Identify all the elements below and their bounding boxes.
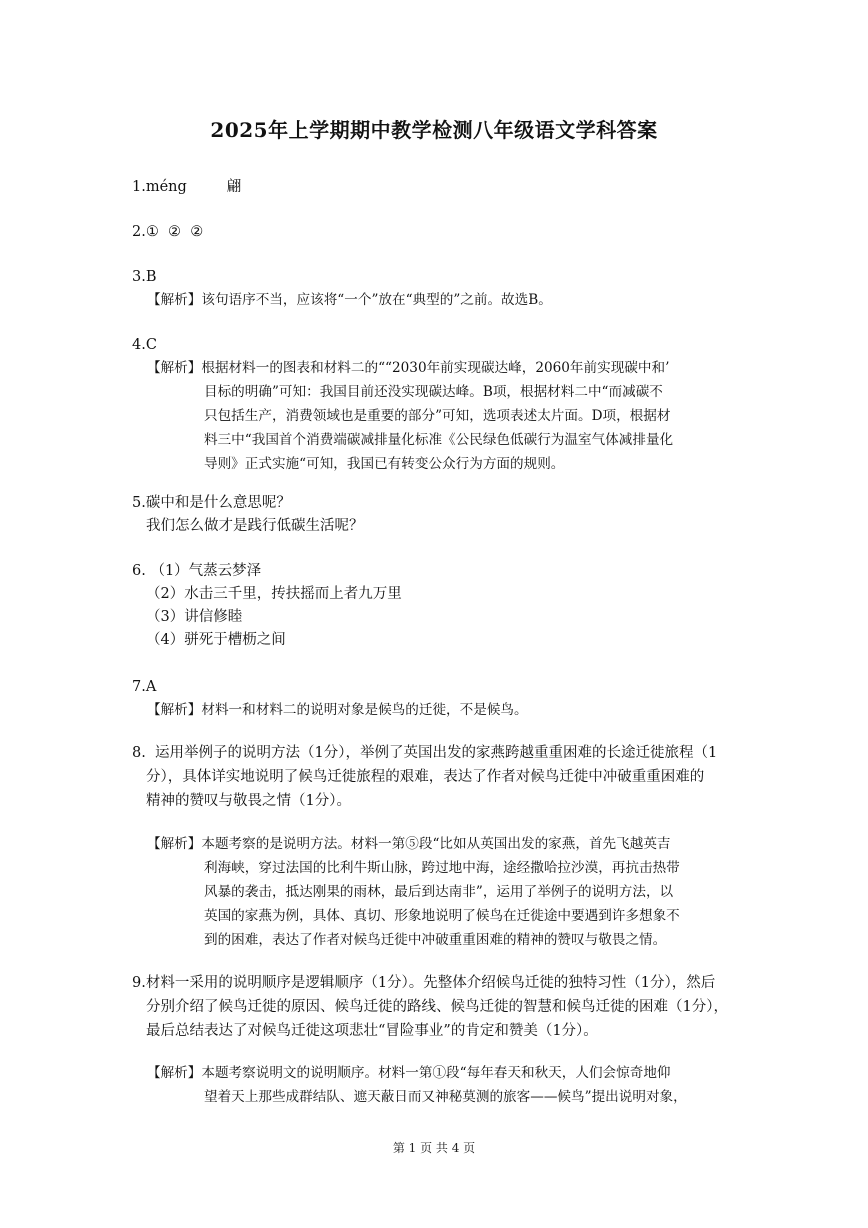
question-7 <box>132 676 744 699</box>
analysis-line: 只包括生产，消费领域也是重要的部分”可知，选项表述太片面。D项，根据材 <box>204 408 671 424</box>
q6-item: （4）骈死于槽枥之间 <box>146 632 286 648</box>
analysis-tag: 【解析】 <box>147 360 202 376</box>
q9-analysis <box>147 1061 747 1109</box>
analysis-line: 本题考察说明文的说明顺序。材料一第①段“每年春天和秋天，人们会惊奇地仰 <box>201 1065 671 1081</box>
q6-item: （3）讲信修睦 <box>146 609 243 625</box>
q9-line: 9.材料一采用的说明顺序是逻辑顺序（1分）。先整体介绍候鸟迁徙的独特习性（1分），然后 <box>132 975 716 991</box>
q6-number: 6. <box>132 563 146 579</box>
analysis-line: 英国的家燕为例，具体、真切、形象地说明了候鸟在迁徙途中要遇到许多想象不 <box>204 908 680 924</box>
analysis-line: 望着天上那些成群结队、遮天蔽日而又神秘莫测的旅客——候鸟”提出说明对象， <box>204 1089 687 1105</box>
page-title: 2025年上学期期中教学检测八年级语文学科答案 <box>210 118 658 142</box>
q4-analysis <box>147 356 747 476</box>
analysis-line: 导则》正式实施“可知，我国已有转变公众行为方面的规则。 <box>204 456 565 472</box>
analysis-tag: 【解析】 <box>147 1065 202 1081</box>
question-3 <box>132 266 744 289</box>
q3-answer: 3.B <box>132 269 157 285</box>
q4-answer: 4.C <box>132 337 157 353</box>
analysis-line: 目标的明确”可知：我国目前还没实现碳达峰。B项，根据材料二中“而减碳不 <box>204 384 663 400</box>
q9-line: 分别介绍了候鸟迁徙的原因、候鸟迁徙的路线、候鸟迁徙的智慧和候鸟迁徙的困难（1分）， <box>146 999 728 1015</box>
q5-line: 我们怎么做才是践行低碳生活呢？ <box>146 518 364 534</box>
analysis-line: 到的困难，表达了作者对候鸟迁徙中冲破重重困难的精神的赞叹与敬畏之情。 <box>204 932 667 948</box>
q9-line: 最后总结表达了对候鸟迁徙这项悲壮“冒险事业”的肯定和赞美（1分）。 <box>146 1023 598 1039</box>
q7-analysis <box>147 698 747 722</box>
q1-pinyin: méng <box>145 179 187 195</box>
analysis-tag: 【解析】 <box>147 702 202 718</box>
question-2 <box>132 221 744 244</box>
q2-answer: 2.① ② ② <box>132 224 204 240</box>
question-4 <box>132 334 744 357</box>
q6-item: （2）水击三千里，抟扶摇而上者九万里 <box>146 586 402 602</box>
page-footer: 第 1 页 共 4 页 <box>392 1141 476 1155</box>
analysis-line: 材料一和材料二的说明对象是候鸟的迁徙，不是候鸟。 <box>201 702 528 718</box>
analysis-line: 料三中“我国首个消费端碳减排量化标准《公民绿色低碳行为温室气体减排量化 <box>204 432 674 448</box>
q8-line: 8. 运用举例子的说明方法（1分），举例了英国出发的家燕跨越重重困难的长途迁徙旅程（1 <box>132 745 718 761</box>
q8-analysis <box>147 832 747 952</box>
q1-number: 1. <box>132 179 146 195</box>
analysis-tag: 【解析】 <box>147 292 202 308</box>
q8-line: 分），具体详实地说明了候鸟迁徙旅程的艰难，表达了作者对候鸟迁徙中冲破重重困难的 <box>146 769 705 785</box>
q5-line: 5.碳中和是什么意思呢？ <box>132 495 291 511</box>
q1-char: 翩 <box>226 179 242 195</box>
q3-analysis <box>147 288 747 312</box>
question-8 <box>132 741 744 813</box>
analysis-line: 风暴的袭击，抵达刚果的雨林，最后到达南非”，运用了举例子的说明方法，以 <box>204 884 674 900</box>
q7-answer: 7.A <box>132 679 157 695</box>
question-5 <box>132 492 744 538</box>
q6-item: （1）气蒸云梦泽 <box>150 563 262 579</box>
question-1 <box>132 176 744 199</box>
q8-line: 精神的赞叹与敬畏之情（1分）。 <box>146 793 351 809</box>
analysis-line: 根据材料一的图表和材料二的““2030年前实现碳达峰，2060年前实现碳中和’ <box>201 360 670 376</box>
analysis-line: 利海峡，穿过法国的比利牛斯山脉，跨过地中海，途经撒哈拉沙漠，再抗击热带 <box>204 860 680 876</box>
analysis-tag: 【解析】 <box>147 836 202 852</box>
question-6 <box>132 560 744 652</box>
analysis-line: 本题考察的是说明方法。材料一第⑤段“比如从英国出发的家燕，首先飞越英吉 <box>201 836 671 852</box>
analysis-line: 该句语序不当，应该将“一个”放在“典型的”之前。故选B。 <box>201 292 552 308</box>
question-9 <box>132 971 744 1043</box>
